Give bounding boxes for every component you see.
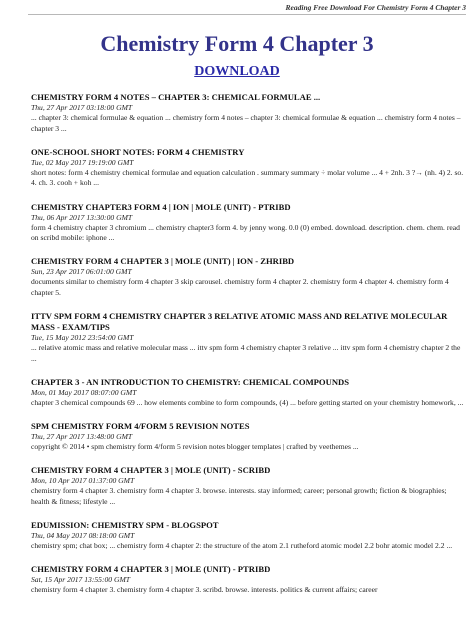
list-item [31,202,467,244]
entry-title[interactable]: CHEMISTRY FORM 4 NOTES – CHAPTER 3: CHEMICAL FORMULAE ... [31,92,321,102]
list-item [31,377,467,409]
list-item [31,564,467,596]
entry-date: Mon, 10 Apr 2017 01:37:00 GMT [31,476,135,486]
entry-list [31,92,467,608]
entry-date: Thu, 06 Apr 2017 13:30:00 GMT [31,212,133,222]
entry-snippet: chemistry spm; chat box; ... chemistry form 4 chapter 2: the structure of the atom 2.1 rutheford atomic model 2.2 bohr atomic model 2.2 ... [31,541,453,551]
list-item [31,256,467,298]
entry-title[interactable]: CHEMISTRY FORM 4 CHAPTER 3 | MOLE (UNIT) - SCRIBD [31,465,271,476]
entry-title[interactable]: CHEMISTRY FORM 4 CHAPTER 3 | MOLE (UNIT) | ION - ZHRIBD [31,256,295,267]
entry-snippet: ... relative atomic mass and relative molecular mass ... ittv spm form 4 chemistry chapter 3 relative ... ittv spm form 4 chemistry chapter 2 the ... [31,343,461,363]
entry-snippet: chemistry form 4 chapter 3. chemistry form 4 chapter 3. scribd. browse. interests. politics & current affairs; career [31,585,378,595]
list-item [31,147,467,189]
entry-title[interactable]: CHEMISTRY CHAPTER3 FORM 4 | ION | MOLE (UNIT) - PTRIBD [31,201,291,212]
list-item [31,465,467,507]
entry-snippet: chapter 3 chemical compounds 69 ... how elements combine to form compounds, (4) ... before getting started on your chemistry homework, ... [31,397,464,407]
page-title: Chemistry Form 4 Chapter 3 [100,31,374,56]
entry-date: Tue, 15 May 2012 23:54:00 GMT [31,333,134,343]
entry-title[interactable]: ONE-SCHOOL SHORT NOTES: FORM 4 CHEMISTRY [31,146,245,157]
entry-title[interactable]: ITTV SPM FORM 4 CHEMISTRY CHAPTER 3 RELATIVE ATOMIC MASS AND RELATIVE MOLECULAR MASS - EXAM/TIPS [31,311,448,333]
entry-snippet: ... chapter 3: chemical formulae & equation ... chemistry form 4 notes – chapter 3: chemical formulae & equation ... chemistry form 4 notes – chapter 3 ... [31,113,461,133]
entry-date: Thu, 27 Apr 2017 13:48:00 GMT [31,432,133,442]
entry-date: Mon, 01 May 2017 08:07:00 GMT [31,387,137,397]
entry-snippet: chemistry form 4 chapter 3. chemistry form 4 chapter 3. browse. interests. stay informed; career; personal growth; fiction & biographies; health & fitness; lifestyle ... [31,486,447,506]
entry-title[interactable]: CHAPTER 3 - AN INTRODUCTION TO CHEMISTRY: CHEMICAL COMPOUNDS [31,376,350,387]
entry-snippet: copyright © 2014 • spm chemistry form 4/form 5 revision notes blogger templates | crafted by veethemes ... [31,442,359,452]
entry-snippet: form 4 chemistry chapter 3 chromium ... chemistry chapter3 form 4. by jenny wong. 0.0 (0) embed. download. description. chem. chem. read on scribd mobile: iphone ... [31,222,460,243]
entry-date: Sat, 15 Apr 2017 13:55:00 GMT [31,575,131,585]
entry-snippet: documents similar to chemistry form 4 chapter 3 skip carousel. chemistry form 4 chapter 2. chemistry form 4 chapter 4. chemistry form 4 chapter 5. [31,277,449,297]
entry-title[interactable]: EDUMISSION: CHEMISTRY SPM - BLOGSPOT [31,520,219,531]
entry-date: Thu, 27 Apr 2017 03:18:00 GMT [31,103,133,112]
running-header: Reading Free Download For Chemistry Form 4 Chapter 3 [285,3,466,12]
entry-date: Tue, 02 May 2017 19:19:00 GMT [31,157,134,167]
entry-title[interactable]: SPM CHEMISTRY FORM 4/FORM 5 REVISION NOTES [31,421,250,432]
list-item [31,92,467,134]
list-item [31,311,467,364]
list-item [31,520,467,552]
header-divider [28,14,466,15]
entry-title[interactable]: CHEMISTRY FORM 4 CHAPTER 3 | MOLE (UNIT) - PTRIBD [31,564,271,575]
entry-date: Thu, 04 May 2017 08:18:00 GMT [31,531,135,541]
download-link[interactable]: DOWNLOAD [194,64,280,79]
entry-snippet: short notes: form 4 chemistry chemical formulae and equation calculation . summary summary ÷ molar volume ... 4 + 2nh. 3 ?→ (nh. 4) 2. so. 4. ch. 3. cooh + koh ... [31,167,464,188]
entry-date: Sun, 23 Apr 2017 06:01:00 GMT [31,267,132,277]
list-item [31,421,467,453]
